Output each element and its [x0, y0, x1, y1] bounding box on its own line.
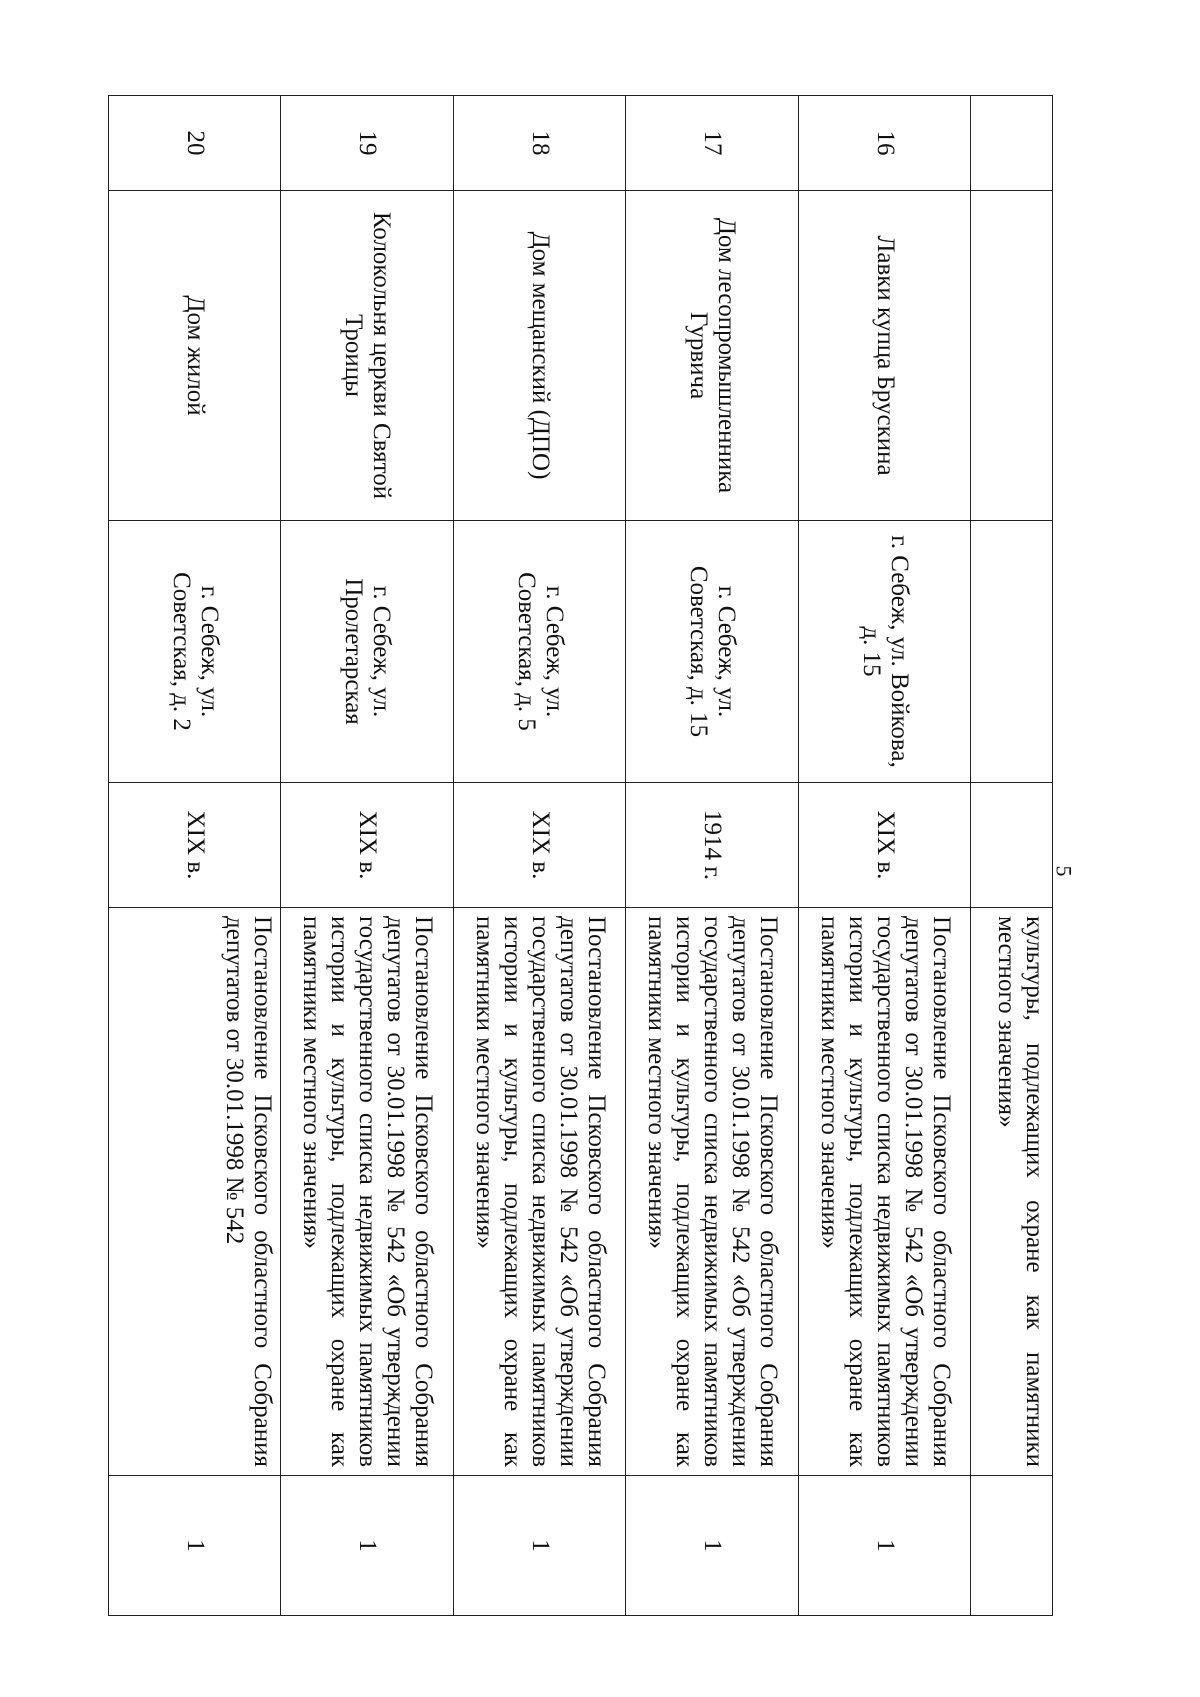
- cell-address: г. Себеж, ул. Войкова, д. 15: [798, 521, 970, 783]
- cell-date: XIX в.: [453, 783, 625, 908]
- cell-date: 1914 г.: [626, 783, 798, 908]
- cell-category: 1: [109, 1476, 282, 1616]
- table-row: [109, 96, 282, 1616]
- cell-address: г. Себеж, ул. Советская, д. 15: [626, 521, 798, 783]
- cell-num: 18: [453, 96, 625, 191]
- table-row-continuation: [971, 96, 1053, 1616]
- cell-document: Постановление Псковского областного Собрания депутатов от 30.01.1998 № 542 «Об утверждении государственного списка недвижимых памятников истории и культуры, подлежащих охране как памятники местного значения»: [281, 908, 453, 1476]
- cell-name: Колокольня церкви Святой Троицы: [281, 191, 453, 521]
- cell-num: 19: [281, 96, 453, 191]
- cell-name: Лавки купца Брускина: [798, 191, 970, 521]
- cell-name: [971, 191, 1053, 521]
- cell-category: 1: [626, 1476, 798, 1616]
- cell-document: Постановление Псковского областного Собрания депутатов от 30.01.1998 № 542 «Об утверждении государственного списка недвижимых памятников истории и культуры, подлежащих охране как памятники местного значения»: [453, 908, 625, 1476]
- cell-date: XIX в.: [798, 783, 970, 908]
- cell-num: [971, 96, 1053, 191]
- cell-num: 16: [798, 96, 970, 191]
- cell-category: 1: [453, 1476, 625, 1616]
- cell-name: Дом мещанский (ДПО): [453, 191, 625, 521]
- cell-address: г. Себеж, ул. Советская, д. 2: [109, 521, 282, 783]
- cell-document: Постановление Псковского областного Собрания депутатов от 30.01.1998 № 542 «Об утверждении государственного списка недвижимых памятников истории и культуры, подлежащих охране как памятники местного значения»: [798, 908, 970, 1476]
- cell-name: Дом жилой: [109, 191, 282, 521]
- page-number: 5: [1051, 865, 1077, 877]
- cell-category: [971, 1476, 1053, 1616]
- table-row: [453, 96, 625, 1616]
- cell-document: культуры, подлежащих охране как памятники местного значения»: [971, 908, 1053, 1476]
- cell-address: [971, 521, 1053, 783]
- cell-document: Постановление Псковского областного Собрания депутатов от 30.01.1998 № 542: [109, 908, 282, 1476]
- cell-address: г. Себеж, ул. Советская, д. 5: [453, 521, 625, 783]
- cell-num: 17: [626, 96, 798, 191]
- cell-date: XIX в.: [109, 783, 282, 908]
- cell-num: 20: [109, 96, 282, 191]
- cell-category: 1: [798, 1476, 970, 1616]
- table-row: [281, 96, 453, 1616]
- rotated-table-inner: [108, 95, 1053, 1615]
- table-row: [626, 96, 798, 1616]
- cell-name: Дом лесопромышленника Гурвича: [626, 191, 798, 521]
- cell-date: [971, 783, 1053, 908]
- monuments-table: [108, 95, 1053, 1616]
- cell-document: Постановление Псковского областного Собрания депутатов от 30.01.1998 № 542 «Об утверждении государственного списка недвижимых памятников истории и культуры, подлежащих охране как памятники местного значения»: [626, 908, 798, 1476]
- table-row: [798, 96, 970, 1616]
- rotated-table-area: [108, 95, 1053, 1615]
- cell-category: 1: [281, 1476, 453, 1616]
- cell-date: XIX в.: [281, 783, 453, 908]
- cell-address: г. Себеж, ул. Пролетарская: [281, 521, 453, 783]
